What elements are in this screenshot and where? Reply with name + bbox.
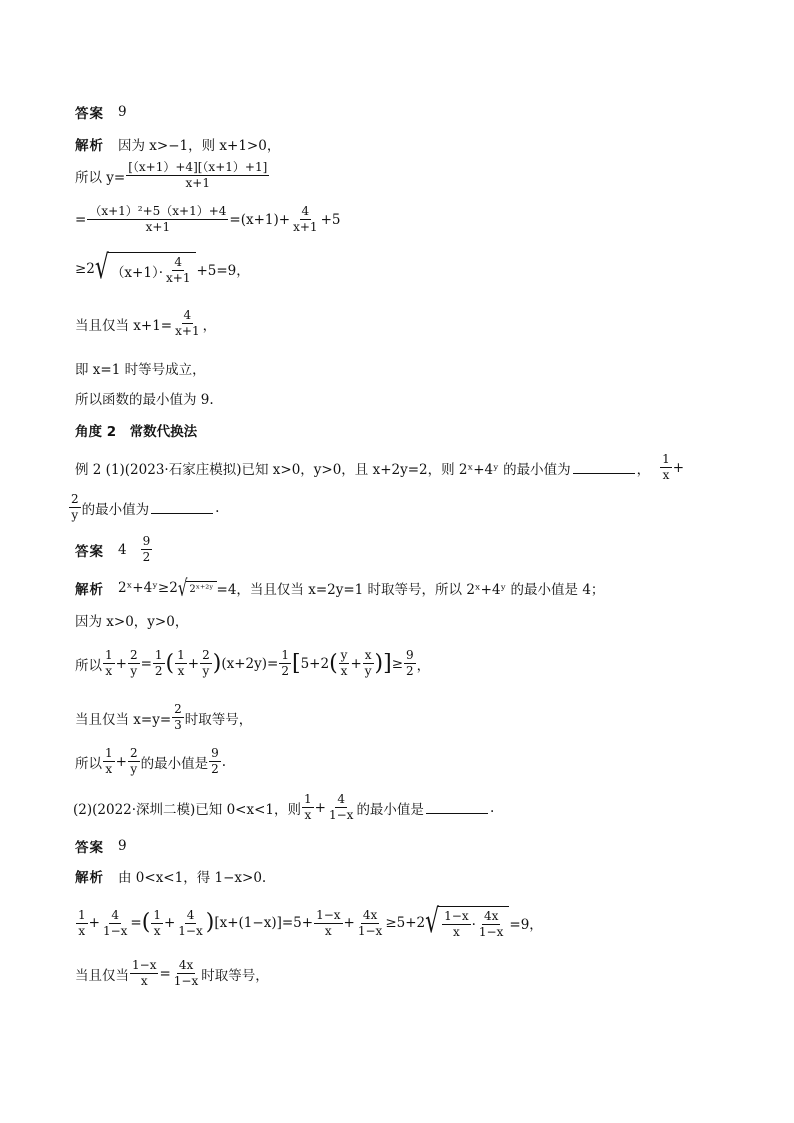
answer-value: 4 — [118, 541, 127, 558]
formula-text: ， — [202, 317, 217, 334]
paren-close: ) — [205, 910, 215, 935]
answer-line-1 — [75, 102, 127, 122]
answer-label: 答案 — [75, 106, 104, 122]
numerator: 1 — [281, 648, 289, 662]
numerator: 1 — [177, 648, 185, 662]
fraction — [175, 648, 187, 679]
denominator: x+1 — [145, 220, 171, 234]
fraction — [128, 746, 140, 777]
numerator: 1 — [154, 648, 163, 662]
radical-icon: √ — [94, 249, 109, 287]
fraction — [442, 909, 470, 940]
formula-text: 由 0<x<1，得 1−x>0. — [118, 870, 267, 886]
formula-text: + — [115, 753, 127, 770]
numerator: x — [364, 648, 372, 662]
numerator: 9 — [406, 648, 414, 662]
numerator: 4x — [362, 907, 378, 922]
numerator: 4 — [186, 907, 195, 922]
numerator: 2 — [129, 648, 138, 662]
fraction — [327, 792, 355, 823]
fraction — [130, 958, 158, 989]
answer-blank — [573, 461, 635, 474]
numerator: 4 — [183, 308, 192, 322]
formula-line — [75, 204, 340, 235]
numerator: 1−x — [444, 909, 469, 923]
formula-line — [75, 249, 250, 287]
formula-text: = — [130, 915, 142, 931]
formula-text: （x+1）· — [110, 264, 163, 281]
denominator: 3 — [174, 718, 182, 732]
example-line-2 — [68, 492, 219, 523]
example-text: + — [672, 459, 685, 476]
denominator: x — [340, 664, 348, 678]
answer-line-3 — [75, 836, 127, 856]
numerator: 1 — [304, 792, 312, 806]
fraction — [173, 308, 201, 339]
section-heading — [75, 420, 197, 440]
square-root — [177, 573, 217, 601]
fraction — [141, 534, 153, 565]
denominator: x — [453, 925, 460, 939]
denominator: 1−x — [478, 925, 504, 939]
denominator: x — [177, 664, 185, 678]
formula-text: + — [163, 915, 176, 931]
fraction — [153, 648, 165, 679]
numerator: 1−x — [316, 907, 341, 922]
formula-line — [75, 958, 269, 989]
formula-text: ≥2 — [75, 261, 95, 277]
radical-icon: √ — [177, 573, 188, 601]
numerator: 2 — [129, 746, 138, 760]
text-line — [75, 358, 206, 378]
formula-line — [75, 648, 430, 679]
denominator: x+1 — [185, 176, 210, 190]
denominator: 2 — [406, 664, 414, 678]
text-line — [75, 610, 188, 630]
formula-line — [75, 160, 270, 191]
numerator: 4x — [178, 958, 194, 972]
formula-text: + — [187, 655, 200, 672]
radicand — [438, 906, 509, 940]
formula-line — [75, 903, 543, 941]
formula-text: 2ˣ+4ʸ≥2 — [118, 580, 178, 596]
fraction — [87, 204, 228, 235]
denominator: 2 — [211, 762, 219, 776]
analysis-line-1 — [75, 134, 280, 154]
formula-text: 即 x=1 时等号成立， — [75, 362, 206, 378]
example-text: 的最小值是 — [356, 801, 424, 818]
formula-text: = — [159, 965, 171, 982]
numerator: （x+1）²+5（x+1）+4 — [89, 204, 227, 218]
numerator: 4x — [483, 909, 499, 923]
answer-label: 答案 — [75, 543, 104, 560]
bracket-close: ] — [383, 650, 392, 676]
numerator: 2 — [174, 702, 182, 716]
denominator: x — [105, 664, 113, 678]
dot: · — [471, 916, 476, 933]
answer-line-2 — [75, 534, 153, 565]
fraction — [164, 255, 192, 286]
fraction — [151, 908, 163, 939]
analysis-label: 解析 — [75, 582, 104, 598]
fraction — [126, 160, 269, 191]
answer-blank — [151, 501, 213, 514]
formula-line — [75, 746, 226, 777]
example-text: 的最小值为 — [81, 501, 150, 518]
analysis-line-3 — [75, 866, 266, 886]
example-text: . — [489, 799, 495, 816]
denominator: 1−x — [357, 923, 383, 938]
square-root — [94, 249, 197, 287]
formula-text: + — [115, 655, 127, 672]
formula-text: =4，当且仅当 x=2y=1 时取等号，所以 2ˣ+4ʸ 的最小值是 4； — [216, 582, 605, 598]
denominator: x — [105, 762, 113, 776]
text-line — [75, 388, 214, 408]
example-text: . — [215, 499, 220, 516]
denominator: x — [140, 974, 148, 988]
example-text: ， — [636, 461, 651, 478]
formula-text: + — [350, 655, 362, 672]
denominator: x — [304, 808, 312, 822]
denominator: y — [71, 508, 79, 522]
example-text: 例 2 (1)(2023·石家庄模拟)已知 x>0，y>0，且 x+2y=2，则 2ˣ+4ʸ 的最小值为 — [75, 461, 571, 478]
formula-text: 当且仅当 x=y= — [75, 711, 172, 728]
formula-text: ≥ — [391, 655, 404, 672]
fraction — [76, 908, 88, 939]
formula-text: 时取等号， — [184, 711, 253, 728]
numerator: 9 — [211, 746, 219, 760]
paren-open: ( — [141, 910, 151, 935]
numerator: 4 — [111, 907, 119, 922]
denominator: x+1 — [293, 220, 318, 234]
formula-text: 所以 — [75, 657, 102, 674]
numerator: 9 — [142, 534, 151, 548]
fraction — [103, 648, 115, 679]
example-text: (2)(2022·深圳二模)已知 0<x<1，则 — [73, 801, 302, 818]
numerator: 1 — [105, 746, 113, 760]
numerator: 1 — [105, 648, 113, 662]
fraction — [279, 648, 291, 679]
denominator: 2 — [142, 550, 151, 564]
answer-value: 9 — [118, 838, 127, 854]
denominator: 1−x — [102, 923, 128, 938]
fraction — [209, 746, 221, 777]
numerator: 1 — [153, 907, 161, 922]
formula-text: 所以 — [75, 755, 102, 772]
fraction — [363, 648, 374, 679]
square-root — [425, 903, 509, 941]
denominator: y — [130, 664, 138, 678]
analysis-text: 因为 x>−1，则 x+1>0， — [118, 138, 281, 154]
paren-open: ( — [165, 650, 175, 676]
formula-text: +5=9， — [196, 263, 250, 279]
fraction — [477, 909, 505, 940]
formula-text: 所以函数的最小值为 9. — [75, 392, 214, 408]
answer-blank — [426, 801, 488, 814]
numerator: 1 — [662, 452, 670, 466]
example-line-3 — [73, 792, 494, 823]
numerator: 4 — [174, 255, 183, 269]
denominator: 2 — [154, 664, 163, 678]
fraction — [200, 648, 212, 679]
fraction — [404, 648, 416, 679]
formula-text: + — [88, 915, 100, 931]
fraction — [356, 908, 384, 939]
formula-text: [x+(1−x)]=5+ — [214, 915, 314, 931]
denominator: x+1 — [166, 271, 191, 285]
heading-text: 角度 2 常数代换法 — [75, 424, 198, 440]
analysis-line-2 — [75, 573, 605, 601]
numerator: 2 — [71, 492, 79, 506]
fraction — [103, 746, 115, 777]
denominator: x — [324, 923, 332, 938]
example-line-1 — [75, 452, 684, 483]
formula-text: ≥5+2 — [385, 915, 426, 931]
numerator: 1 — [78, 907, 86, 922]
fraction — [291, 204, 319, 235]
formula-line — [75, 702, 252, 733]
formula-text: +5 — [320, 211, 341, 228]
formula-text: =(x+1)+ — [229, 211, 291, 228]
formula-text: (x+2y)= — [221, 655, 279, 672]
denominator: 2 — [281, 664, 289, 678]
numerator: y — [340, 648, 348, 662]
denominator: x — [78, 923, 86, 938]
paren-close: ) — [212, 650, 222, 676]
numerator: 1−x — [132, 958, 157, 972]
formula-text: 当且仅当 — [75, 967, 129, 984]
fraction — [314, 908, 342, 939]
formula-line — [75, 308, 216, 339]
answer-label: 答案 — [75, 840, 104, 856]
denominator: y — [364, 664, 372, 678]
denominator: 1−x — [178, 923, 203, 938]
fraction — [302, 792, 314, 823]
fraction — [172, 702, 184, 733]
fraction — [660, 452, 672, 483]
formula-text: + — [343, 915, 355, 931]
answer-value: 9 — [118, 104, 127, 120]
radical-icon: √ — [425, 903, 440, 941]
fraction — [101, 908, 129, 939]
fraction — [128, 648, 140, 679]
formula-text: 时取等号， — [201, 967, 269, 984]
fraction — [176, 908, 204, 939]
paren-close: ) — [374, 650, 384, 676]
formula-text: 5+2 — [300, 655, 330, 672]
numerator: 2 — [202, 648, 210, 662]
bracket-open: [ — [291, 650, 301, 676]
denominator: x+1 — [175, 324, 200, 338]
analysis-label: 解析 — [75, 138, 104, 154]
formula-text: ， — [416, 657, 431, 674]
numerator: 4 — [337, 792, 346, 806]
fraction — [172, 958, 200, 989]
denominator: y — [202, 664, 210, 678]
denominator: 1−x — [328, 808, 354, 822]
formula-text: . — [221, 753, 227, 770]
formula-text: 因为 x>0，y>0， — [75, 614, 189, 630]
denominator: 1−x — [173, 974, 199, 988]
formula-text: 当且仅当 x+1= — [75, 317, 173, 334]
numerator: 4 — [301, 204, 310, 218]
fraction — [69, 492, 81, 523]
denominator: x — [153, 923, 161, 938]
analysis-label: 解析 — [75, 870, 104, 886]
denominator: x — [662, 468, 670, 482]
formula-text: 的最小值是 — [140, 755, 209, 772]
paren-open: ( — [329, 650, 338, 676]
formula-text: = — [75, 211, 87, 228]
radicand: 2ˣ⁺²ʸ — [186, 581, 216, 595]
fraction — [339, 648, 350, 679]
numerator: [（x+1）+4][（x+1）+1] — [128, 160, 268, 174]
formula-text: =9， — [509, 917, 543, 933]
formula-text: 所以 y= — [75, 169, 126, 186]
formula-text: + — [314, 799, 326, 816]
radicand — [108, 252, 197, 286]
denominator: y — [130, 762, 138, 776]
formula-text: = — [140, 655, 152, 672]
